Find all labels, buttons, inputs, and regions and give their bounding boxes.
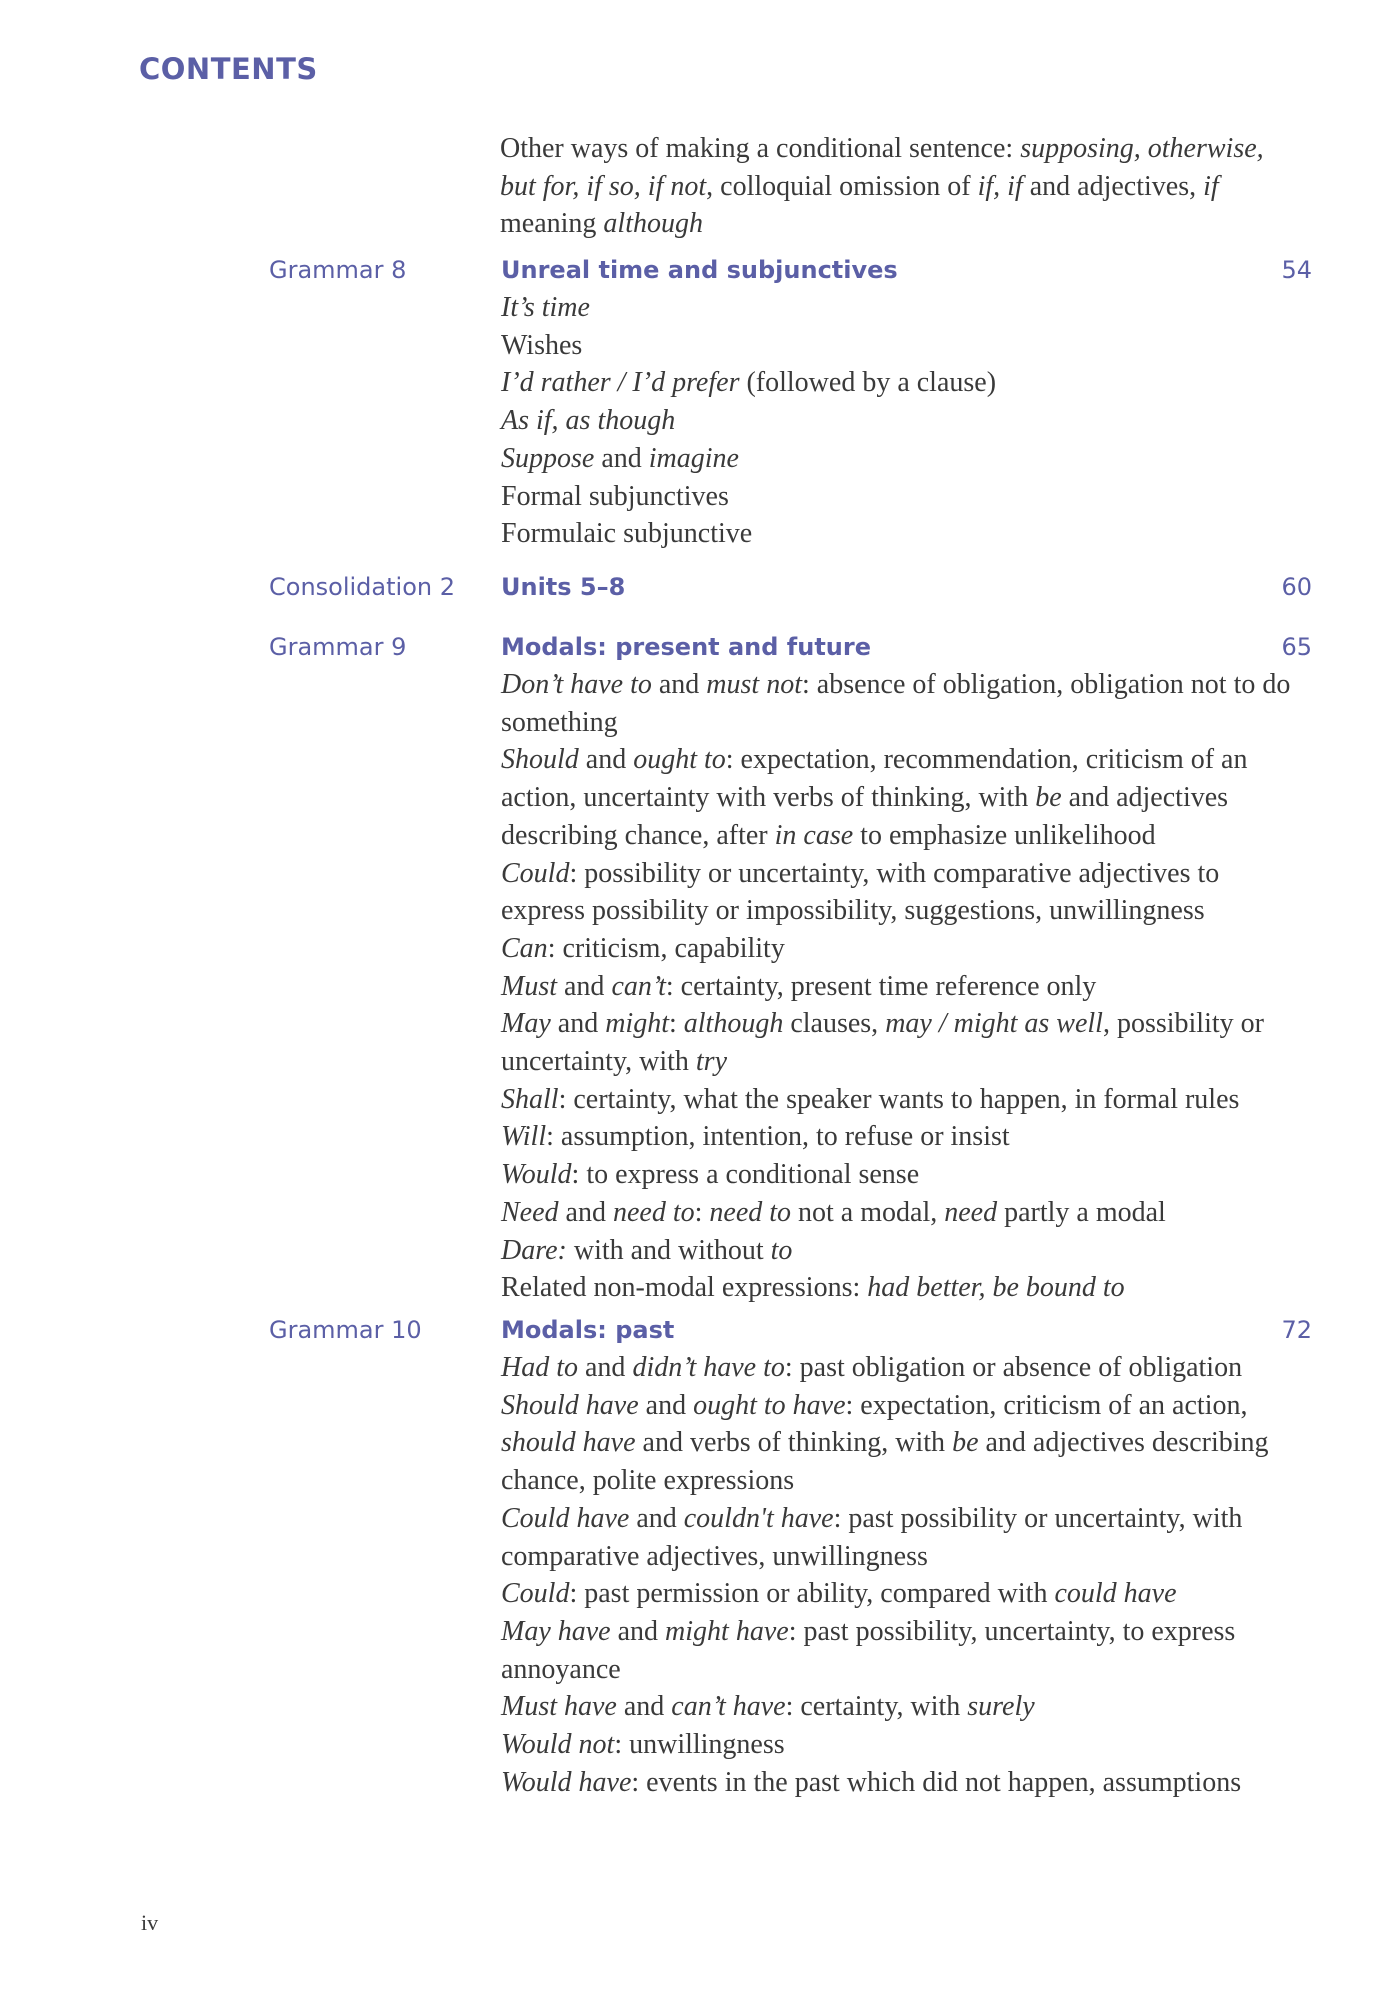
item-text: partly a modal bbox=[997, 1196, 1166, 1228]
section-item-list bbox=[501, 666, 1301, 1307]
item-text: Wishes bbox=[501, 329, 583, 361]
page-header: CONTENTS bbox=[139, 52, 318, 86]
item-text: and verbs of thinking, with bbox=[635, 1427, 953, 1459]
item-text: : absence of obligation, obligation not to do something bbox=[501, 669, 1291, 738]
italic-term: need bbox=[944, 1196, 998, 1228]
item-text: : certainty, present time reference only bbox=[665, 970, 1097, 1002]
item-text: and bbox=[578, 1352, 633, 1383]
contents-item bbox=[501, 327, 1321, 365]
contents-item bbox=[501, 1349, 1311, 1387]
italic-term: didn’t have to bbox=[632, 1352, 785, 1383]
section-title[interactable]: Units 5–8 bbox=[501, 573, 626, 601]
section-title[interactable]: Modals: present and future bbox=[501, 633, 871, 661]
contents-item bbox=[501, 478, 1321, 516]
contents-item bbox=[501, 1156, 1301, 1194]
contents-item bbox=[501, 1688, 1311, 1726]
item-text: and bbox=[594, 442, 649, 474]
continued-item bbox=[500, 130, 1300, 243]
item-text: : certainty, with bbox=[785, 1691, 968, 1723]
item-text: : expectation, recommendation, criticism of an action, uncertainty with verbs of thinking, with bbox=[501, 744, 1248, 814]
italic-term: if bbox=[1203, 170, 1219, 202]
contents-item bbox=[501, 1613, 1311, 1688]
item-text: and adjectives describing chance, after bbox=[501, 782, 1229, 851]
italic-term: I’d rather / I’d prefer bbox=[501, 367, 740, 399]
italic-term: can’t have bbox=[671, 1691, 786, 1723]
contents-item bbox=[501, 1005, 1301, 1080]
item-text: and bbox=[616, 1691, 672, 1723]
italic-term: might have bbox=[665, 1615, 789, 1647]
contents-item bbox=[501, 1575, 1311, 1613]
italic-term: Don’t have to bbox=[501, 669, 652, 700]
item-text: : bbox=[694, 1196, 710, 1228]
italic-term: may / might as well bbox=[885, 1008, 1103, 1040]
item-text: Formal subjunctives bbox=[501, 480, 729, 512]
item-text: and bbox=[557, 970, 612, 1002]
item-text: and bbox=[558, 1196, 613, 1228]
footer-page-number: iv bbox=[141, 1910, 159, 1935]
contents-item bbox=[501, 1194, 1301, 1232]
item-text: and bbox=[629, 1502, 684, 1534]
italic-term: must not bbox=[706, 669, 802, 700]
item-text: : past possibility or uncertainty, with comparative adjectives, unwillingness bbox=[501, 1502, 1243, 1572]
item-text: with and without bbox=[566, 1234, 771, 1266]
contents-item bbox=[501, 930, 1301, 968]
item-text: : past obligation or absence of obligation bbox=[784, 1352, 1243, 1383]
item-text: : criticism, capability bbox=[547, 932, 785, 964]
item-text: and adjectives describing chance, polite expressions bbox=[501, 1427, 1269, 1497]
contents-item bbox=[501, 402, 1321, 440]
italic-term: Would not bbox=[501, 1729, 615, 1761]
item-text: : events in the past which did not happen, assumptions bbox=[631, 1766, 1242, 1798]
contents-item bbox=[501, 741, 1301, 854]
italic-term: Could bbox=[501, 1578, 570, 1610]
italic-term: couldn't have bbox=[683, 1502, 834, 1534]
italic-term: although bbox=[683, 1008, 784, 1040]
item-text: : certainty, what the speaker wants to happen, in formal rules bbox=[558, 1083, 1240, 1115]
contents-item bbox=[501, 440, 1321, 478]
item-text: : to express a conditional sense bbox=[571, 1159, 920, 1191]
italic-term: Could bbox=[501, 857, 570, 889]
section-page-number[interactable]: 72 bbox=[1281, 1316, 1312, 1344]
item-text: and bbox=[638, 1389, 694, 1421]
item-text: Formulaic subjunctive bbox=[501, 518, 753, 550]
italic-term: imagine bbox=[648, 442, 739, 474]
section-title[interactable]: Modals: past bbox=[501, 1316, 675, 1344]
item-text: : possibility or uncertainty, with comparative adjectives to express possibility or impossibility, suggestions, unwillingness bbox=[501, 857, 1220, 927]
italic-term: had better, be bound to bbox=[867, 1272, 1125, 1304]
item-text: : expectation, criticism of an action, bbox=[845, 1389, 1248, 1421]
section-label: Grammar 8 bbox=[269, 256, 407, 284]
section-title[interactable]: Unreal time and subjunctives bbox=[501, 256, 898, 284]
italic-term: need to bbox=[709, 1196, 792, 1228]
section-page-number[interactable]: 54 bbox=[1281, 256, 1312, 284]
italic-term: Shall bbox=[501, 1083, 559, 1115]
italic-term: can’t bbox=[611, 970, 666, 1002]
contents-item bbox=[501, 289, 1321, 327]
contents-item bbox=[501, 1500, 1311, 1575]
italic-term: Dare: bbox=[501, 1234, 567, 1266]
contents-item bbox=[501, 1081, 1301, 1119]
contents-item bbox=[501, 968, 1301, 1006]
contents-item bbox=[501, 364, 1321, 402]
item-text: , colloquial omission of bbox=[706, 170, 978, 202]
item-text: : past permission or ability, compared with bbox=[569, 1578, 1055, 1610]
section-item-list bbox=[501, 289, 1321, 553]
section-label: Grammar 9 bbox=[269, 633, 407, 661]
item-text: : bbox=[668, 1008, 684, 1040]
section-item-list bbox=[501, 1349, 1311, 1801]
italic-term: be bbox=[952, 1427, 979, 1459]
item-text: Related non-modal expressions: bbox=[501, 1272, 868, 1304]
item-text: to emphasize unlikelihood bbox=[853, 819, 1156, 851]
item-text: (followed by a clause) bbox=[739, 367, 997, 399]
italic-term: ought to bbox=[633, 744, 726, 776]
italic-term: As if, as though bbox=[501, 405, 676, 437]
italic-term: Should have bbox=[501, 1389, 639, 1421]
contents-item bbox=[501, 1387, 1311, 1500]
italic-term: try bbox=[695, 1046, 728, 1078]
italic-term: Can bbox=[501, 932, 548, 964]
italic-term: supposing, otherwise, but for, if so, if not bbox=[500, 133, 1264, 202]
italic-term: should have bbox=[501, 1427, 636, 1459]
italic-term: Must bbox=[501, 970, 557, 1002]
contents-item bbox=[501, 1764, 1311, 1802]
italic-term: be bbox=[1035, 782, 1062, 814]
contents-item bbox=[501, 666, 1301, 741]
item-text: and bbox=[610, 1615, 666, 1647]
section-label: Grammar 10 bbox=[269, 1316, 422, 1344]
item-text: not a modal, bbox=[791, 1196, 945, 1228]
italic-term: Should bbox=[501, 744, 579, 776]
italic-term: May have bbox=[501, 1615, 611, 1647]
italic-term: Suppose bbox=[501, 442, 595, 474]
italic-term: Would have bbox=[501, 1766, 632, 1798]
italic-term: in case bbox=[774, 819, 854, 851]
section-page-number[interactable]: 60 bbox=[1281, 573, 1312, 601]
contents-item bbox=[501, 1269, 1301, 1307]
item-text: , possibility or uncertainty, with bbox=[501, 1008, 1264, 1078]
contents-item bbox=[501, 855, 1301, 930]
item-text: and bbox=[550, 1008, 606, 1040]
section-page-number[interactable]: 65 bbox=[1281, 633, 1312, 661]
italic-term: could have bbox=[1054, 1578, 1177, 1610]
italic-term: Would bbox=[501, 1159, 572, 1191]
italic-term: It’s time bbox=[501, 292, 590, 323]
italic-term: Will bbox=[501, 1121, 547, 1153]
italic-term: might bbox=[605, 1008, 669, 1040]
section-label: Consolidation 2 bbox=[269, 573, 455, 601]
italic-term: if, if bbox=[977, 170, 1023, 202]
item-text: and adjectives, bbox=[1022, 170, 1204, 202]
italic-term: ought to have bbox=[693, 1389, 846, 1421]
italic-term: need to bbox=[612, 1196, 695, 1228]
italic-term: surely bbox=[967, 1691, 1035, 1723]
item-text: clauses, bbox=[783, 1008, 886, 1040]
contents-item bbox=[501, 1726, 1311, 1764]
italic-term: May bbox=[501, 1008, 551, 1040]
item-text: : past possibility, uncertainty, to express annoyance bbox=[501, 1615, 1236, 1685]
contents-item bbox=[501, 1232, 1301, 1270]
item-text: : unwillingness bbox=[614, 1729, 785, 1761]
item-text: : assumption, intention, to refuse or insist bbox=[546, 1121, 1010, 1153]
item-text: meaning bbox=[500, 208, 604, 240]
italic-term: Could have bbox=[501, 1502, 630, 1534]
italic-term: Had to bbox=[501, 1352, 578, 1383]
contents-item bbox=[501, 1118, 1301, 1156]
italic-term: to bbox=[770, 1234, 793, 1266]
italic-term: Need bbox=[501, 1196, 559, 1228]
italic-term: although bbox=[603, 208, 703, 240]
italic-term: Must have bbox=[501, 1691, 617, 1723]
contents-item bbox=[501, 515, 1321, 553]
item-text: and bbox=[651, 669, 707, 700]
item-text: Other ways of making a conditional sentence: bbox=[500, 133, 1021, 164]
item-text: and bbox=[578, 744, 634, 776]
